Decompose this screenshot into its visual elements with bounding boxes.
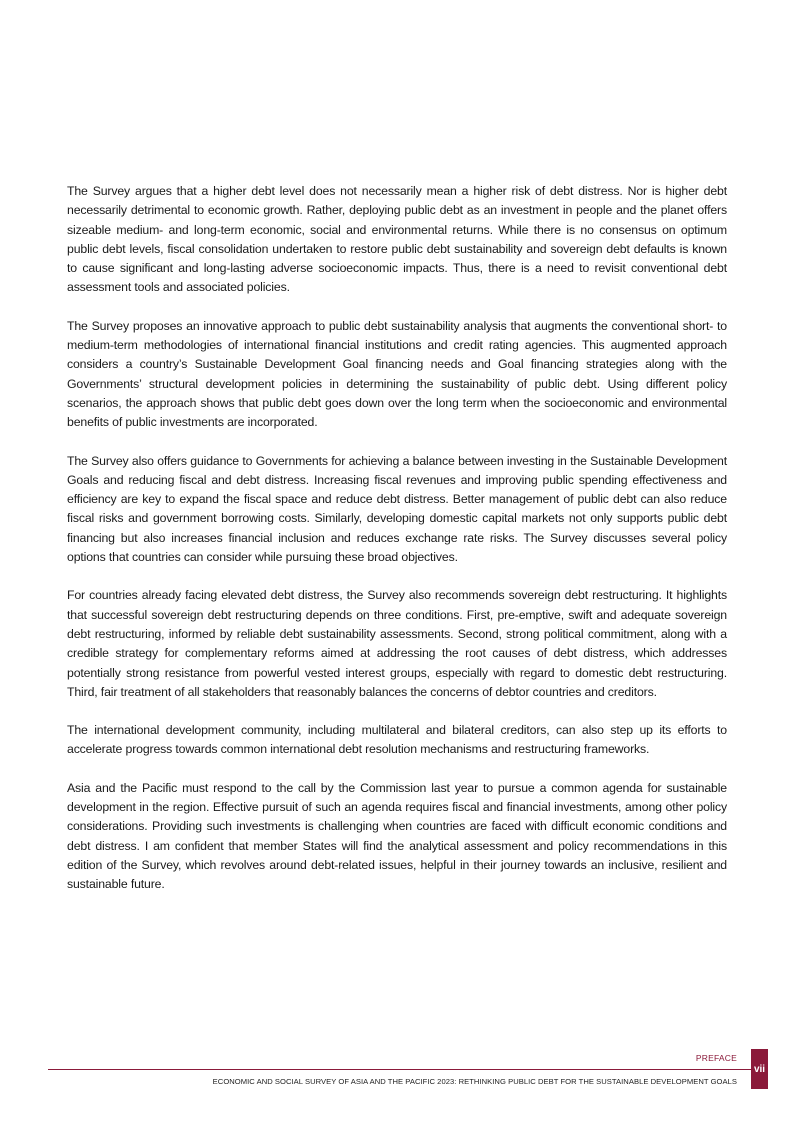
page-number: vii [753,1063,766,1075]
footer-divider [48,1069,752,1070]
page-number-badge [751,1049,768,1089]
paragraph: For countries already facing elevated debt distress, the Survey also recommends sovereign debt restructuring. It highlights that successful sovereign debt restructuring depends on three conditions. First, pre-emptive, swift and adequate sovereign debt restructuring, informed by reliable debt sustainability assessments. Second, strong political commitment, along with a credible strategy for complementary reforms aimed at addressing the root causes of debt distress, which addresses potentially strong resistance from powerful vested interest groups, especially with regard to domestic debt restructuring. Third, fair treatment of all stakeholders that reasonably balances the concerns of debtor countries and creditors. [67,588,727,699]
preface-body [67,182,727,914]
paragraph: The Survey also offers guidance to Governments for achieving a balance between investing in the Sustainable Development Goals and reducing fiscal and debt distress. Increasing fiscal revenues and improving public spending effectiveness and efficiency are key to expand the fiscal space and reduce debt distress. Better management of public debt can also reduce fiscal risks and government borrowing costs. Similarly, developing domestic capital markets not only supports public debt financing but also increases financial inclusion and reduces exchange rate risks. The Survey discusses several policy options that countries can consider while pursuing these broad objectives. [67,453,727,565]
paragraph: Asia and the Pacific must respond to the call by the Commission last year to pursue a common agenda for sustainable development in the region. Effective pursuit of such an agenda requires fiscal and financial investments, among other policy considerations. Providing such investments is challenging when countries are faced with difficult economic conditions and debt distress. I am confident that member States will find the analytical assessment and policy recommendations in this edition of the Survey, which revolves around debt-related issues, helpful in their journey towards an inclusive, resilient and sustainable future. [67,780,727,892]
paragraph: The Survey proposes an innovative approach to public debt sustainability analysis that augments the conventional short- to medium-term methodologies of international financial institutions and credit rating agencies. This augmented approach considers a country’s Sustainable Development Goal financing needs and Goal financing strategies along with the Governments’ structural development policies in determining the sustainability of public debt. Using different policy scenarios, the approach shows that public debt goes down over the long term when the socioeconomic and environmental benefits of public investments are incorporated. [67,318,727,430]
paragraph: The international development community, including multilateral and bilateral creditors, can also step up its efforts to accelerate progress towards common international debt resolution mechanisms and restructuring frameworks. [67,723,727,757]
book-title: ECONOMIC AND SOCIAL SURVEY OF ASIA AND THE PACIFIC 2023: RETHINKING PUBLIC DEBT FOR THE SUSTAINABLE DEVELOPMENT GOALS [212,1077,737,1086]
section-label: PREFACE [695,1053,737,1063]
paragraph: The Survey argues that a higher debt level does not necessarily mean a higher risk of debt distress. Nor is higher debt necessarily detrimental to economic growth. Rather, deploying public debt as an investment in people and the planet offers sizeable medium- and long-term economic, social and environmental returns. While there is no consensus on optimum public debt levels, fiscal consolidation undertaken to restore public debt sustainability and sovereign debt defaults is known to cause significant and long-lasting adverse socioeconomic impacts. Thus, there is a need to revisit conventional debt assessment tools and associated policies. [67,184,727,295]
